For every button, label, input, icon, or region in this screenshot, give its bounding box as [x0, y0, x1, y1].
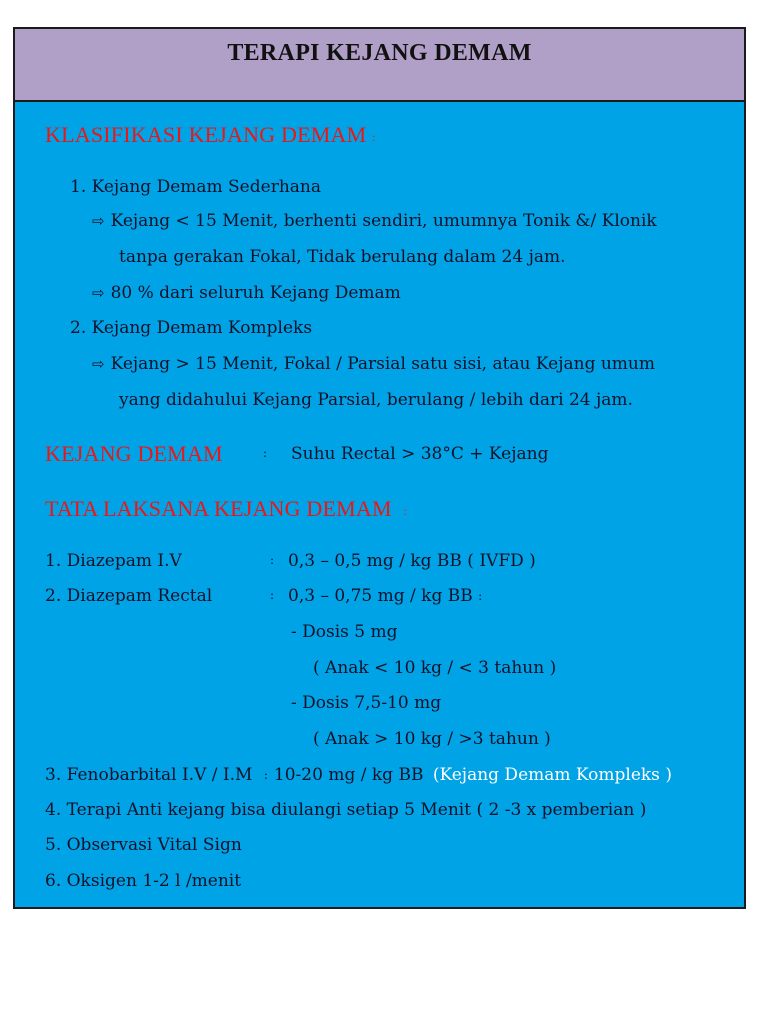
klasifikasi-heading [45, 122, 376, 148]
tatalaksana-item-1-colon: : [270, 553, 275, 567]
tatalaksana-heading-colon: : [403, 504, 408, 518]
tatalaksana-item-4: 4. Terapi Anti kejang bisa diulangi setiap 5 Menit ( 2 -3 x pemberian ) [45, 800, 647, 820]
klasifikasi-item-1: 1. Kejang Demam Sederhana [70, 177, 321, 197]
tatalaksana-item-6: 6. Oksigen 1-2 l /menit [45, 871, 242, 891]
page-title: TERAPI KEJANG DEMAM [15, 29, 744, 102]
tatalaksana-item-3-colon: : [263, 768, 268, 782]
definisi-heading: KEJANG DEMAM [45, 441, 223, 466]
definisi-colon: : [263, 446, 268, 460]
klasifikasi-item-1-bullet-1 [92, 211, 657, 231]
bullet-text: Kejang < 15 Menit, berhenti sendiri, umumnya Tonik &/ Klonik [110, 211, 657, 231]
tatalaksana-item-5: 5. Observasi Vital Sign [45, 835, 242, 855]
klasifikasi-heading-colon: : [372, 130, 376, 144]
tatalaksana-item-3-note: (Kejang Demam Kompleks ) [432, 765, 672, 785]
tatalaksana-item-1-value: 0,3 – 0,5 mg / kg BB ( IVFD ) [288, 551, 536, 571]
slide-panel [13, 27, 746, 909]
klasifikasi-item-2-bullet-1-cont: yang didahului Kejang Parsial, berulang / lebih dari 24 jam. [119, 390, 633, 410]
tatalaksana-item-1-label: 1. Diazepam I.V [45, 551, 182, 571]
klasifikasi-item-2: 2. Kejang Demam Kompleks [70, 318, 313, 338]
dose-1: - Dosis 5 mg [291, 622, 398, 642]
tatalaksana-item-3 [45, 765, 672, 785]
bullet-text: Kejang > 15 Menit, Fokal / Parsial satu sisi, atau Kejang umum [110, 354, 655, 374]
klasifikasi-item-1-bullet-2 [92, 283, 401, 303]
arrow-right-icon: ⇨ [92, 284, 105, 302]
tatalaksana-heading [45, 496, 407, 522]
arrow-right-icon: ⇨ [92, 212, 105, 230]
arrow-right-icon: ⇨ [92, 355, 105, 373]
tatalaksana-item-2-colon: : [270, 588, 275, 602]
tatalaksana-item-2-value-colon: : [478, 589, 483, 603]
klasifikasi-item-1-bullet-1-cont: tanpa gerakan Fokal, Tidak berulang dalam 24 jam. [119, 247, 566, 267]
dose-2-note: ( Anak > 10 kg / >3 tahun ) [313, 729, 551, 749]
tatalaksana-item-3-label: 3. Fenobarbital I.V / I.M [45, 765, 253, 785]
dose-2: - Dosis 7,5-10 mg [291, 693, 442, 713]
tatalaksana-item-2-value-text: 0,3 – 0,75 mg / kg BB [288, 586, 473, 606]
klasifikasi-heading-text: KLASIFIKASI KEJANG DEMAM [45, 122, 367, 147]
tatalaksana-heading-text: TATA LAKSANA KEJANG DEMAM [45, 496, 392, 521]
dose-1-note: ( Anak < 10 kg / < 3 tahun ) [313, 658, 557, 678]
tatalaksana-item-2-label: 2. Diazepam Rectal [45, 586, 213, 606]
bullet-text: 80 % dari seluruh Kejang Demam [110, 283, 401, 303]
definisi-text: Suhu Rectal > 38°C + Kejang [291, 444, 549, 464]
tatalaksana-item-2-value [288, 586, 482, 606]
klasifikasi-item-2-bullet-1 [92, 354, 655, 374]
tatalaksana-item-3-value: 10-20 mg / kg BB [273, 765, 424, 785]
